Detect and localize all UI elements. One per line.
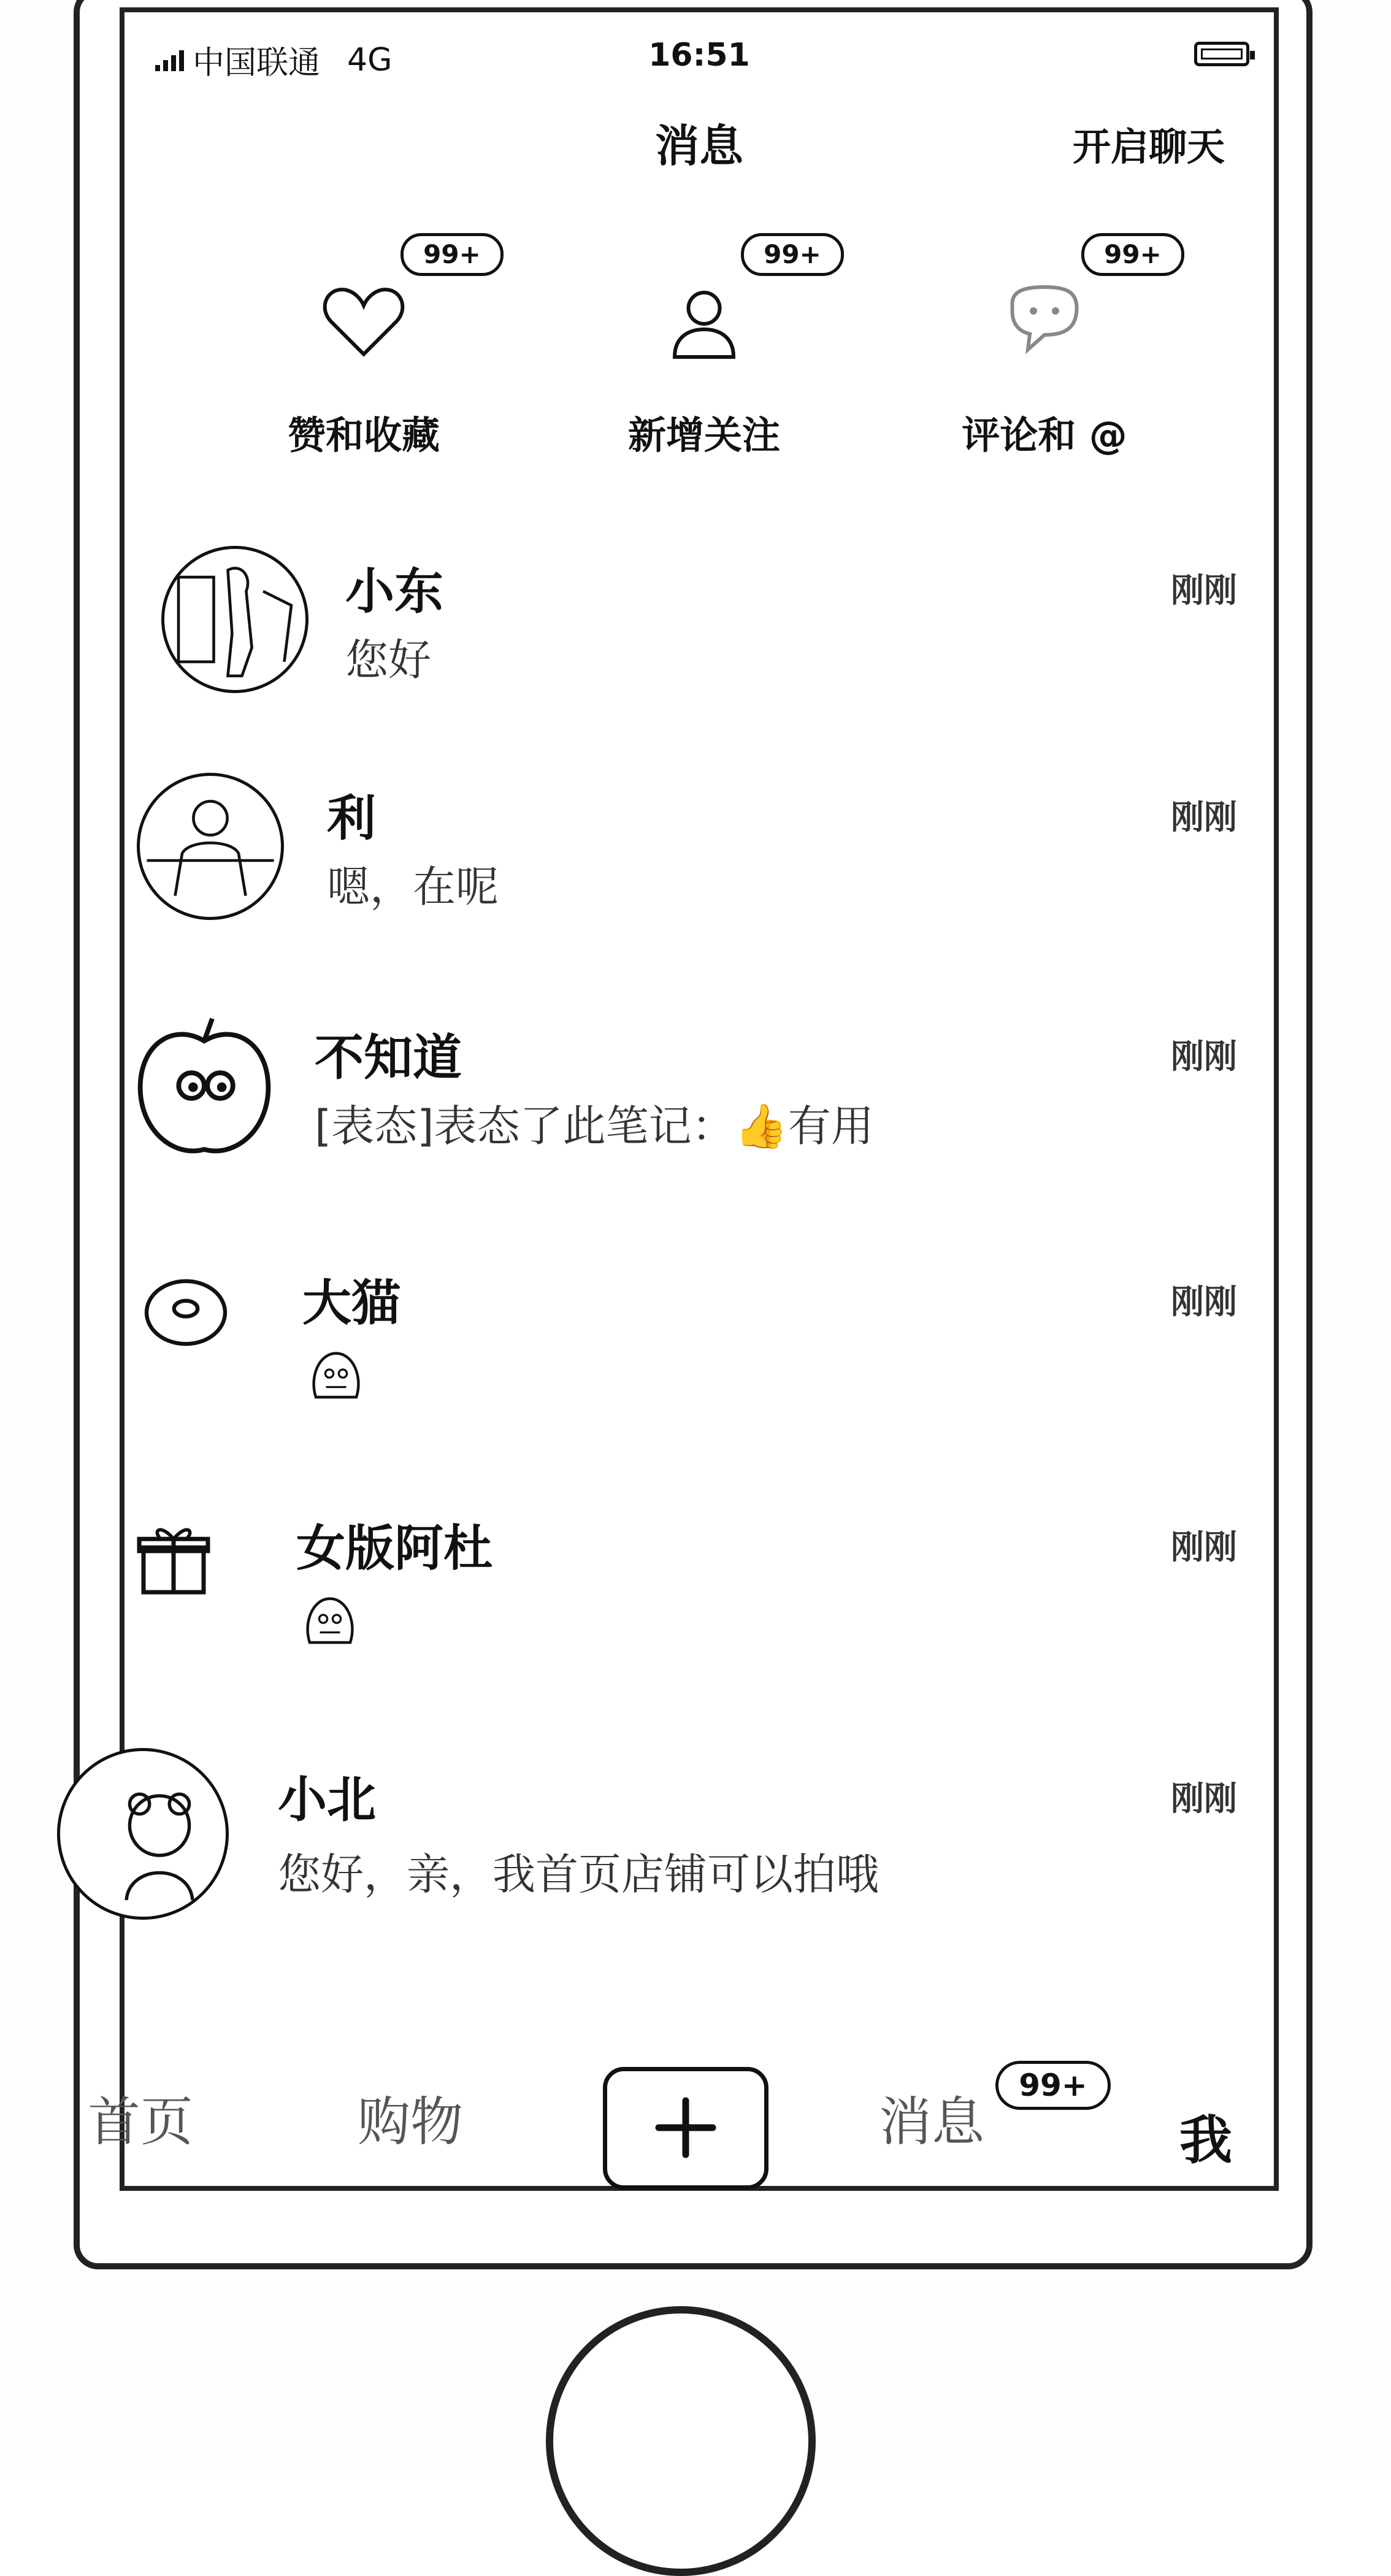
conversation-item[interactable] [125, 1006, 1274, 1227]
likes-label: 赞和收藏 [287, 413, 440, 458]
avatar [161, 546, 308, 693]
conversation-time: 刚刚 [1171, 571, 1237, 610]
conversation-item[interactable] [125, 1497, 1274, 1717]
person-icon [658, 276, 750, 368]
conversation-time: 刚刚 [1171, 1528, 1237, 1566]
tab-shopping[interactable]: 购物 [358, 2079, 463, 2155]
apple-avatar [125, 1006, 284, 1165]
conversation-name: 小北 [278, 1771, 376, 1828]
carrier-name: 中国联通 [193, 45, 321, 82]
phone-screen [88, 7, 1279, 2191]
donut-avatar [137, 1263, 235, 1362]
follows-label: 新增关注 [627, 413, 780, 458]
conversation-message: 您好 [345, 635, 431, 685]
conversation-time: 刚刚 [1171, 1037, 1237, 1076]
category-comments[interactable] [891, 221, 1198, 466]
conversation-name: 不知道 [315, 1029, 462, 1086]
page-title: 消息 [654, 120, 743, 172]
comments-label: 评论和 @ [962, 413, 1127, 458]
conversation-time: 刚刚 [1171, 798, 1237, 837]
conversation-name: 小东 [345, 563, 443, 620]
category-row [125, 221, 1274, 478]
comment-icon [998, 276, 1090, 368]
tab-bar [88, 2055, 1274, 2177]
avatar [57, 1748, 229, 1920]
likes-badge: 99+ [400, 233, 504, 276]
avatar [137, 773, 284, 920]
conversation-name: 大猫 [302, 1275, 400, 1332]
tab-me[interactable]: 我 [1179, 2098, 1232, 2174]
sticker-icon [302, 1343, 370, 1411]
category-follows[interactable] [551, 221, 857, 466]
sticker-icon [296, 1589, 364, 1656]
follows-badge: 99+ [741, 233, 844, 276]
home-button[interactable] [546, 2306, 816, 2576]
battery-icon [1194, 42, 1249, 66]
status-time: 16:51 [648, 37, 750, 74]
conversation-message: 您好，亲，我首页店铺可以拍哦 [278, 1849, 879, 1899]
conversation-name: 利 [327, 790, 376, 847]
conversation-message: 嗯，在呢 [327, 862, 499, 912]
add-post-button[interactable] [603, 2067, 768, 2190]
start-chat-button[interactable]: 开启聊天 [1073, 117, 1225, 171]
tab-messages[interactable]: 消息 [879, 2079, 984, 2155]
category-likes[interactable] [210, 221, 517, 466]
gift-avatar [131, 1515, 217, 1601]
conversation-name: 女版阿杜 [296, 1520, 492, 1577]
tab-home[interactable]: 首页 [88, 2079, 193, 2155]
conversation-item[interactable] [125, 1742, 1274, 1963]
conversation-item[interactable] [125, 1251, 1274, 1472]
network-type: 4G [347, 41, 393, 79]
comments-badge: 99+ [1081, 233, 1184, 276]
conversation-time: 刚刚 [1171, 1282, 1237, 1321]
messages-tab-badge: 99+ [995, 2061, 1111, 2110]
conversation-time: 刚刚 [1171, 1779, 1237, 1818]
conversation-item[interactable] [125, 767, 1274, 987]
plus-icon [652, 2094, 719, 2161]
conversation-item[interactable] [125, 540, 1274, 761]
status-bar [125, 25, 1274, 86]
conversation-message: [表态]表态了此笔记：👍有用 [315, 1101, 874, 1151]
heart-icon [318, 276, 410, 368]
